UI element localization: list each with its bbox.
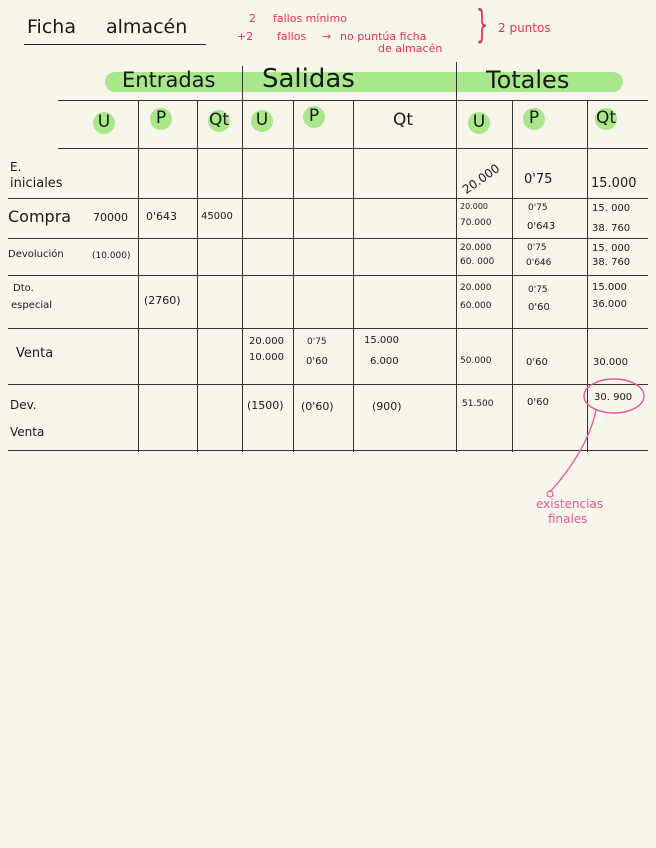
cell-dev-total-u2: 60. 000 [460, 257, 495, 267]
cell-dev-total-qt2: 38. 760 [592, 257, 631, 268]
group-salidas: Salidas [262, 64, 355, 94]
row-label-compra: Compra [8, 207, 72, 226]
cell-dto-total-qt1: 15.000 [592, 282, 627, 293]
col-header-entradas-p: P [155, 108, 167, 128]
cell-venta-salidas-u2: 10.000 [249, 352, 284, 363]
note-line2-text: fallos [277, 30, 307, 43]
cell-dev-total-qt1: 15. 000 [592, 243, 631, 254]
note-line2-arrow: → [322, 30, 332, 43]
cell-venta-salidas-p2: 0'60 [306, 356, 328, 367]
cell-ei-total-u: 20.000 [459, 161, 503, 197]
col-header-totales-u: U [472, 112, 486, 132]
row-label-dev: Dev. [10, 398, 37, 412]
cell-devventa-total-u: 51.500 [462, 399, 494, 409]
col-header-entradas-u: U [97, 112, 111, 132]
group-entradas: Entradas [122, 68, 216, 92]
row-label-dto: Dto. [13, 283, 34, 294]
col-header-salidas-qt: Qt [392, 110, 414, 130]
note-brace: } [476, 2, 489, 46]
cell-venta-salidas-p1: 0'75 [307, 337, 327, 347]
note-line1-num: 2 [249, 12, 256, 25]
cell-compra-entradas-p: 0'643 [146, 210, 178, 223]
row-label-iniciales: iniciales [10, 176, 63, 191]
cell-dto-total-u1: 20.000 [460, 283, 492, 293]
cell-dev-total-p1: 0'75 [527, 243, 547, 253]
cell-venta-total-p: 0'60 [526, 357, 548, 368]
cell-compra-total-u2: 70.000 [460, 218, 492, 228]
group-totales: Totales [486, 66, 570, 94]
cell-venta-salidas-qt1: 15.000 [364, 335, 399, 346]
cell-devventa-salidas-u: (1500) [247, 399, 284, 412]
col-header-salidas-p: P [308, 106, 320, 126]
cell-compra-total-p2: 0'643 [527, 221, 556, 232]
cell-venta-salidas-u1: 20.000 [249, 336, 284, 347]
row-label-dev-venta: Venta [10, 425, 45, 439]
cell-compra-total-p1: 0'75 [528, 203, 548, 213]
col-header-entradas-qt: Qt [208, 110, 230, 130]
col-header-salidas-u: U [255, 110, 269, 130]
row-label-devolucion: Devolución [8, 249, 64, 260]
note-line3: de almacén [378, 42, 443, 55]
title-ficha: Ficha [27, 16, 76, 38]
cell-dto-total-p1: 0'75 [528, 285, 548, 295]
cell-venta-salidas-qt2: 6.000 [370, 356, 399, 367]
row-label-e: E. [10, 160, 22, 174]
row-label-especial: especial [11, 300, 53, 311]
note-line1-text: fallos mínimo [273, 12, 347, 25]
cell-ei-total-p: 0'75 [524, 172, 553, 187]
cell-dto-total-qt2: 36.000 [592, 299, 627, 310]
cell-venta-total-qt: 30.000 [593, 357, 628, 368]
row-label-venta: Venta [16, 346, 54, 361]
cell-venta-total-u: 50.000 [460, 356, 492, 366]
final-stock-circle [584, 379, 644, 413]
cell-devventa-salidas-p: (0'60) [301, 400, 334, 413]
title-almacen: almacén [106, 16, 188, 38]
cell-compra-total-qt1: 15. 000 [592, 203, 631, 214]
cell-compra-total-qt2: 38. 760 [592, 223, 631, 234]
cell-compra-entradas-u: 70000 [93, 211, 128, 224]
cell-dev-total-p2: 0'646 [526, 258, 552, 268]
annotation-finales: finales [548, 512, 588, 526]
cell-dev-entradas-u: (10.000) [92, 251, 131, 261]
col-header-totales-qt: Qt [595, 108, 617, 128]
cell-devventa-total-p: 0'60 [527, 397, 549, 408]
cell-dto-total-u2: 60.000 [460, 301, 492, 311]
cell-compra-entradas-qt: 45000 [201, 211, 233, 222]
note-points: 2 puntos [498, 21, 551, 35]
cell-dev-total-u1: 20.000 [460, 243, 492, 253]
note-line2-num: +2 [237, 30, 254, 43]
cell-ei-total-qt: 15.000 [591, 176, 637, 191]
cell-devventa-salidas-qt: (900) [372, 400, 402, 413]
cell-compra-total-u1: 20.000 [460, 202, 488, 211]
cell-dto-entradas-p: (2760) [144, 294, 181, 307]
annotation-arrow-line [550, 410, 596, 492]
col-header-totales-p: P [528, 108, 540, 128]
note-line2-rest: no puntúa ficha [340, 30, 427, 43]
cell-devventa-total-qt: 30. 900 [594, 392, 633, 403]
annotation-existencias: existencias [536, 497, 604, 511]
cell-dto-total-p2: 0'60 [528, 302, 550, 313]
